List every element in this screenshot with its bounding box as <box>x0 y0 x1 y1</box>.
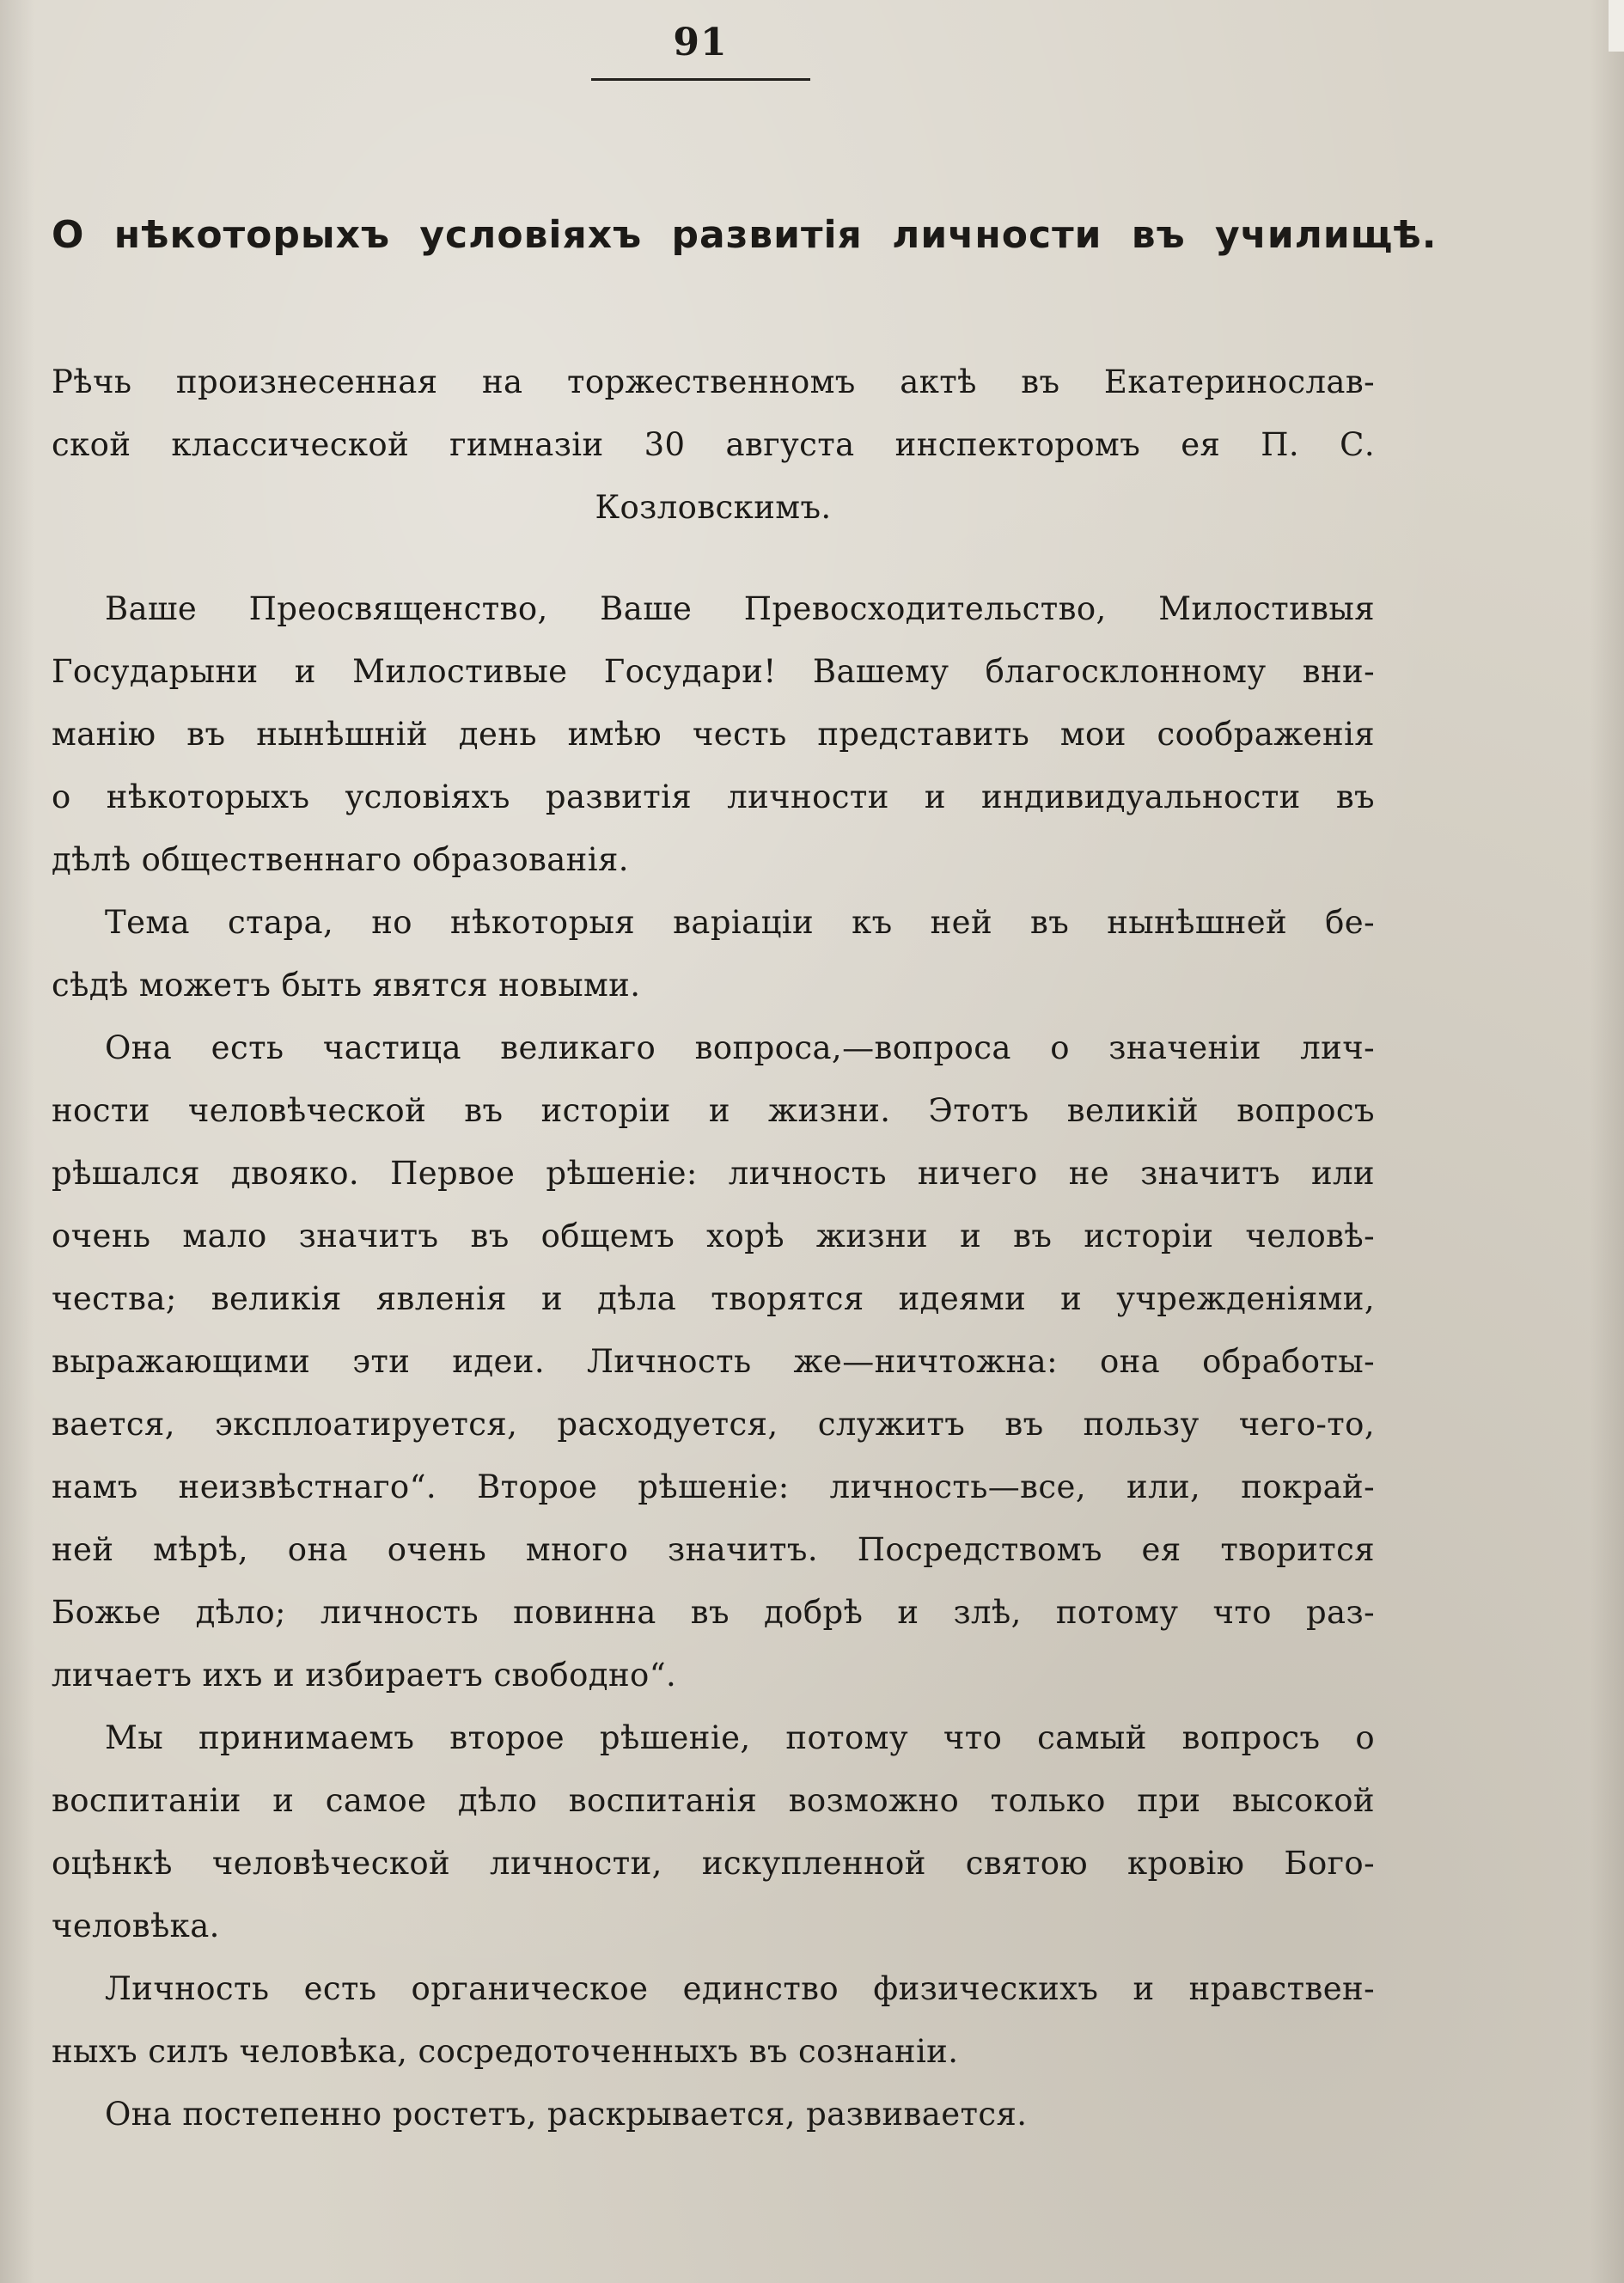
body-line: Государыни и Милостивые Государи! Вашему благосклонному вни- <box>52 653 1375 690</box>
subtitle-line: Рѣчь произнесенная на торжественномъ актѣ въ Екатеринослав- <box>52 363 1375 400</box>
body-text <box>52 577 1375 2146</box>
subtitle-line: Козловскимъ. <box>595 489 832 526</box>
body-line: личаетъ ихъ и избираетъ свободно“. <box>52 1657 677 1694</box>
body-line: ней мѣрѣ, она очень много значитъ. Посредствомъ ея творится <box>52 1531 1375 1568</box>
body-line: оцѣнкѣ человѣческой личности, искупленной святою кровію Бого- <box>52 1845 1375 1882</box>
body-line: Божье дѣло; личность повинна въ добрѣ и злѣ, потому что раз- <box>52 1594 1375 1631</box>
body-line: дѣлѣ общественнаго образованія. <box>52 841 629 878</box>
subtitle-line: ской классической гимназіи 30 августа инспекторомъ ея П. С. <box>52 426 1375 463</box>
body-line: человѣка. <box>52 1908 220 1944</box>
body-line: манію въ нынѣшній день имѣю честь представить мои соображенія <box>52 716 1375 753</box>
body-line: намъ неизвѣстнаго“. Второе рѣшеніе: личность—все, или, покрай- <box>52 1468 1375 1505</box>
body-line: ности человѣческой въ исторіи и жизни. Этотъ великій вопросъ <box>52 1092 1375 1129</box>
body-line: ныхъ силъ человѣка, сосредоточенныхъ въ сознаніи. <box>52 2033 959 2070</box>
body-line: о нѣкоторыхъ условіяхъ развитія личности и индивидуальности въ <box>52 778 1375 815</box>
body-line: Тема стара, но нѣкоторыя варіаціи къ ней въ нынѣшней бе- <box>105 904 1375 941</box>
body-line: Личность есть органическое единство физическихъ и нравствен- <box>105 1970 1375 2007</box>
body-line: Она есть частица великаго вопроса,—вопроса о значеніи лич- <box>105 1029 1375 1066</box>
body-line: чества; великія явленія и дѣла творятся идеями и учрежденіями, <box>52 1280 1375 1317</box>
body-line: сѣдѣ можетъ быть явятся новыми. <box>52 967 641 1004</box>
body-line: очень мало значитъ въ общемъ хорѣ жизни и въ исторіи человѣ- <box>52 1218 1375 1254</box>
body-line: воспитаніи и самое дѣло воспитанія возможно только при высокой <box>52 1782 1375 1819</box>
body-line: выражающими эти идеи. Личность же—ничтожна: она обработы- <box>52 1343 1375 1380</box>
body-line: Она постепенно ростетъ, раскрывается, развивается. <box>105 2096 1028 2133</box>
page-number: 91 <box>673 21 728 64</box>
article-title: О нѣкоторыхъ условіяхъ развитія личности въ училищѣ. <box>52 213 1438 257</box>
body-line: рѣшался двояко. Первое рѣшеніе: личность ничего не значитъ или <box>52 1155 1375 1192</box>
body-line: Ваше Преосвященство, Ваше Превосходительство, Милостивыя <box>105 590 1375 627</box>
page-corner <box>1609 0 1624 52</box>
body-line: вается, эксплоатируется, расходуется, служитъ въ пользу чего-то, <box>52 1406 1375 1443</box>
body-line: Мы принимаемъ второе рѣшеніе, потому что самый вопросъ о <box>105 1719 1375 1756</box>
page-number-rule <box>591 78 810 81</box>
article-subtitle <box>52 351 1375 539</box>
